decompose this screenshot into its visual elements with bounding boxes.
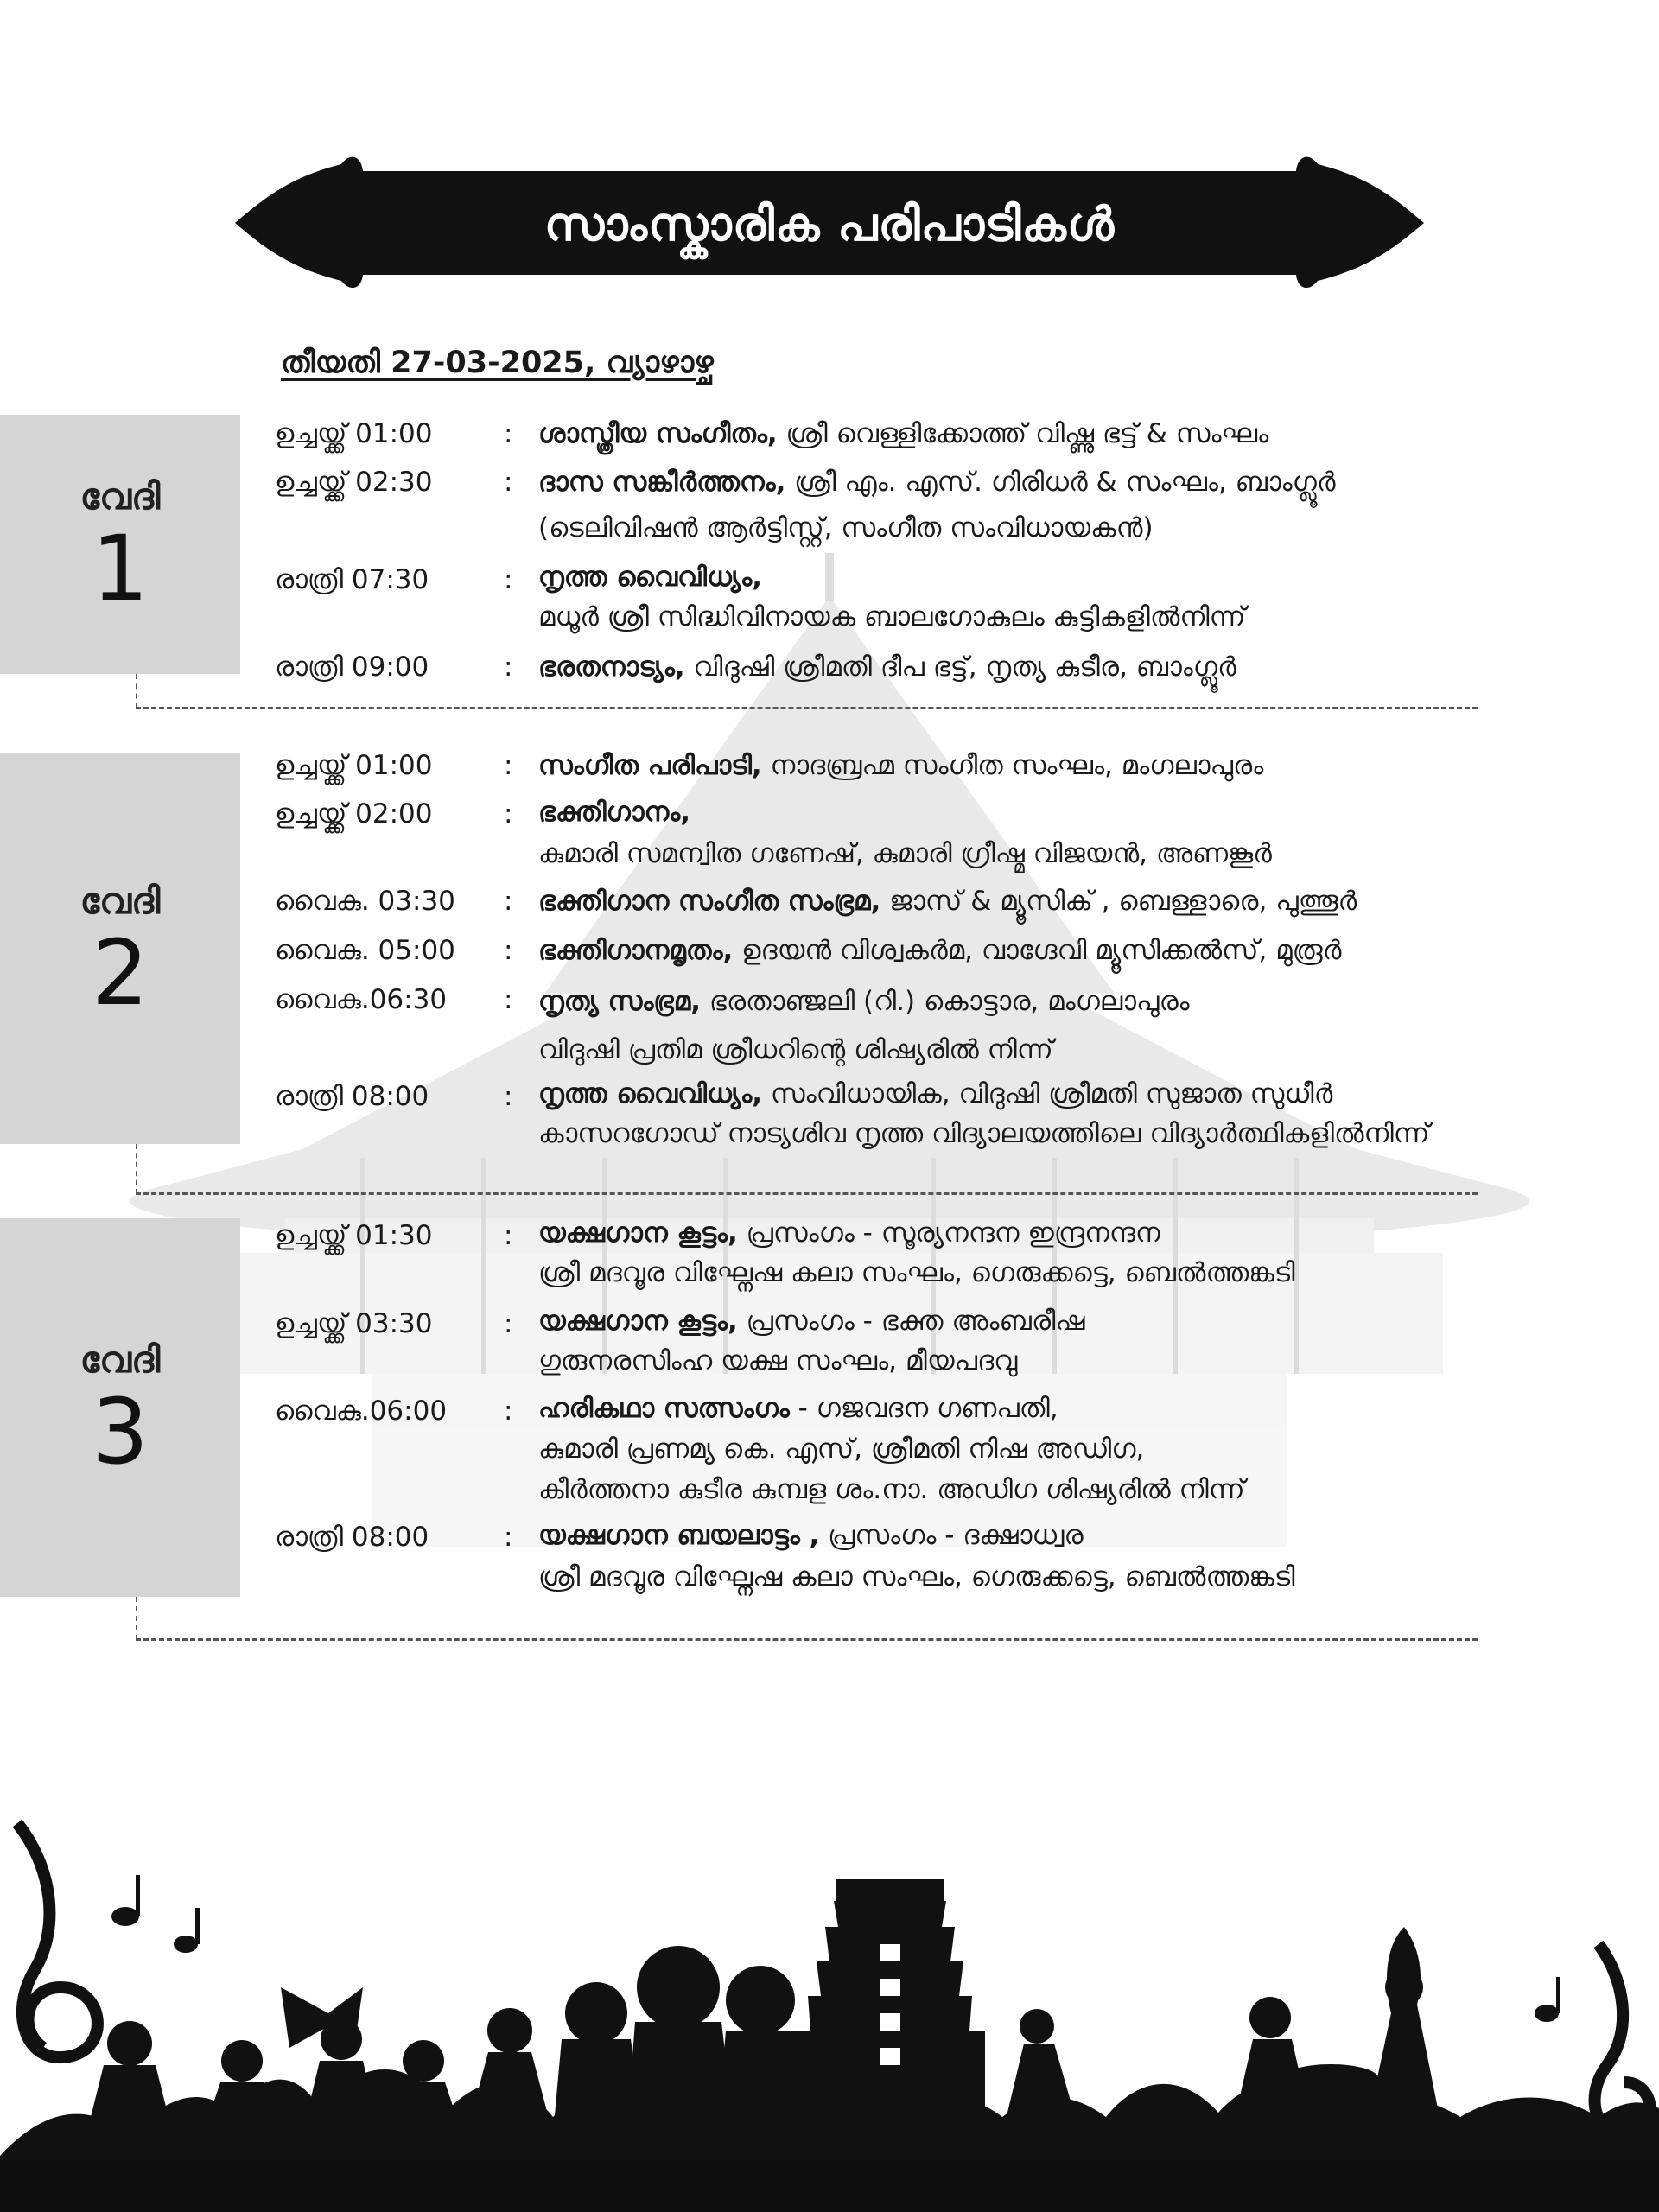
event-detail-line: ഗുരുനരസിംഹ യക്ഷ സംഘം, മീയപദവു [538, 1345, 1018, 1376]
event-title: നൃത്യ സംഭ്രമ, [538, 986, 702, 1017]
event-title: ഭക്തിഗാന സംഗീത സംഭ്രമ, [538, 886, 881, 917]
venue-number: 1 [91, 516, 149, 621]
temple-tower-icon [795, 1879, 985, 2143]
event-title: ദാസ സങ്കീർത്തനം, [538, 467, 786, 498]
event-time: ഉച്ചയ്ക്ക് 02:00 [275, 798, 433, 830]
event-detail-line: കുമാരി സമന്വിത ഗണേഷ്, കുമാരി ഗ്രീഷ്മ വിജയൻ, അണങ്കൂർ [538, 838, 1272, 869]
event-time: ഉച്ചയ്ക്ക് 01:30 [275, 1220, 433, 1251]
event-time: വൈകു.06:00 [275, 1395, 448, 1427]
tabla-icon [1283, 2064, 1378, 2134]
venue-number: 2 [91, 920, 149, 1026]
event-title: ഭക്തിഗാനം, [538, 797, 690, 828]
event-time: രാത്രി 08:00 [275, 1522, 429, 1553]
event-detail: ജാസ് & മ്യൂസിക് , ബെള്ളാരെ, പുത്തൂർ [880, 886, 1357, 917]
event-detail: ഭരതാഞ്ജലി (റി.) കൊട്ടാര, മംഗലാപുരം [701, 986, 1190, 1017]
event-time: ഉച്ചയ്ക്ക് 01:00 [275, 750, 433, 781]
event-detail-line: കാസറഗോഡ് നാട്യശിവ നൃത്ത വിദ്യാലയത്തിലെ വിദ്യാർത്ഥികളിൽനിന്ന് [538, 1118, 1430, 1149]
venue-label: വേദി [79, 880, 161, 922]
event-detail-line: (ടെലിവിഷൻ ആർട്ടിസ്റ്റ്, സംഗീത സംവിധായകൻ) [538, 512, 1154, 543]
event-detail: ശ്രീ എം. എസ്. ഗിരിധർ & സംഘം, ബാംഗ്ലൂർ [785, 467, 1336, 498]
event-time: വൈകു. 03:30 [275, 886, 455, 917]
venue-number: 3 [91, 1379, 149, 1484]
event-detail-line: ശ്രീ മദവൂര വിഘ്നേഷ കലാ സംഘം, ഗെരുക്കട്ടെ, ബെൽത്തങ്കടി [538, 1561, 1295, 1592]
event-title: യക്ഷഗാന കൂട്ടം, [538, 1217, 738, 1249]
event-time: വൈകു. 05:00 [275, 935, 455, 966]
event-time: ഉച്ചയ്ക്ക് 03:30 [275, 1308, 433, 1339]
event-time: വൈകു.06:30 [275, 984, 448, 1015]
event-time: ഉച്ചയ്ക്ക് 02:30 [275, 467, 433, 498]
venue-label: വേദി [79, 1338, 161, 1381]
event-detail-line: കുമാരി പ്രണമ്യ കെ. എസ്, ശ്രീമതി നിഷ അഡിഗ, [538, 1433, 1145, 1465]
event-title: ഭക്തിഗാനമൃതം, [538, 935, 734, 966]
event-time: രാത്രി 08:00 [275, 1081, 429, 1112]
event-title: ഹരികഥാ സത്സംഗം [538, 1393, 790, 1424]
event-time: ഉച്ചയ്ക്ക് 01:00 [275, 418, 433, 449]
event-detail: - ഗജവദന ഗണപതി, [789, 1393, 1058, 1424]
event-title: നൃത്ത വൈവിധ്യം, [538, 1078, 762, 1109]
event-time: രാത്രി 09:00 [275, 652, 429, 683]
event-time: രാത്രി 07:30 [275, 564, 429, 595]
page-title: സാംസ്കാരിക പരിപാടികൾ [543, 197, 1116, 251]
event-detail: വിദുഷി ശ്രീമതി ദീപ ഭട്ട്, നൃത്യ കുടീര, ബാംഗ്ലൂർ [684, 652, 1236, 683]
event-detail-line: കീർത്തനാ കുടീര കുമ്പള ശം.നാ. അഡിഗ ശിഷ്യരിൽ നിന്ന് [538, 1474, 1245, 1505]
event-title: യക്ഷഗാന കൂട്ടം, [538, 1306, 738, 1337]
event-title: യക്ഷഗാന ബയലാട്ടം , [538, 1520, 820, 1551]
event-detail: ശ്രീ വെള്ളിക്കോത്ത് വിഷ്ണു ഭട്ട് & സംഘം [777, 418, 1269, 449]
venue-label: വേദി [79, 475, 161, 518]
event-detail-line: വിദുഷി പ്രതിമ ശ്രീധറിന്റെ ശിഷ്യരിൽ നിന്ന് [538, 1034, 1053, 1065]
event-detail: പ്രസംഗം - ദക്ഷാധ്വര [819, 1520, 1084, 1551]
event-detail: പ്രസംഗം - സൂര്യനന്ദന ഇന്ദ്രനന്ദന [737, 1217, 1160, 1249]
event-detail-line: ശ്രീ മദവൂര വിഘ്നേഷ കലാ സംഘം, ഗെരുക്കട്ടെ, ബെൽത്തങ്കടി [538, 1257, 1295, 1288]
event-detail: നാദബ്രഹ്മ സംഗീത സംഘം, മംഗലാപുരം [761, 750, 1264, 781]
event-title: നൃത്ത വൈവിധ്യം, [538, 562, 762, 593]
event-title: ശാസ്ത്രീയ സംഗീതം, [538, 418, 778, 449]
event-detail: ഉദയൻ വിശ്വകർമ, വാഗ്ദേവി മ്യൂസിക്കൽസ്, മുരൂർ [733, 935, 1342, 966]
event-detail-line: മധൂർ ശ്രീ സിദ്ധിവിനായക ബാലഗോകുലം കുട്ടികളിൽനിന്ന് [538, 601, 1246, 632]
event-detail: പ്രസംഗം - ഭക്ത അംബരീഷ [737, 1306, 1085, 1337]
event-detail: സംവിധായിക, വിദുഷി ശ്രീമതി സുജാത സുധീർ [761, 1078, 1333, 1109]
event-date: തീയതി 27-03-2025, വ്യാഴാഴ്ച [281, 346, 714, 380]
event-title: സംഗീത പരിപാടി, [538, 750, 762, 781]
event-title: ഭരതനാട്യം, [538, 652, 685, 683]
